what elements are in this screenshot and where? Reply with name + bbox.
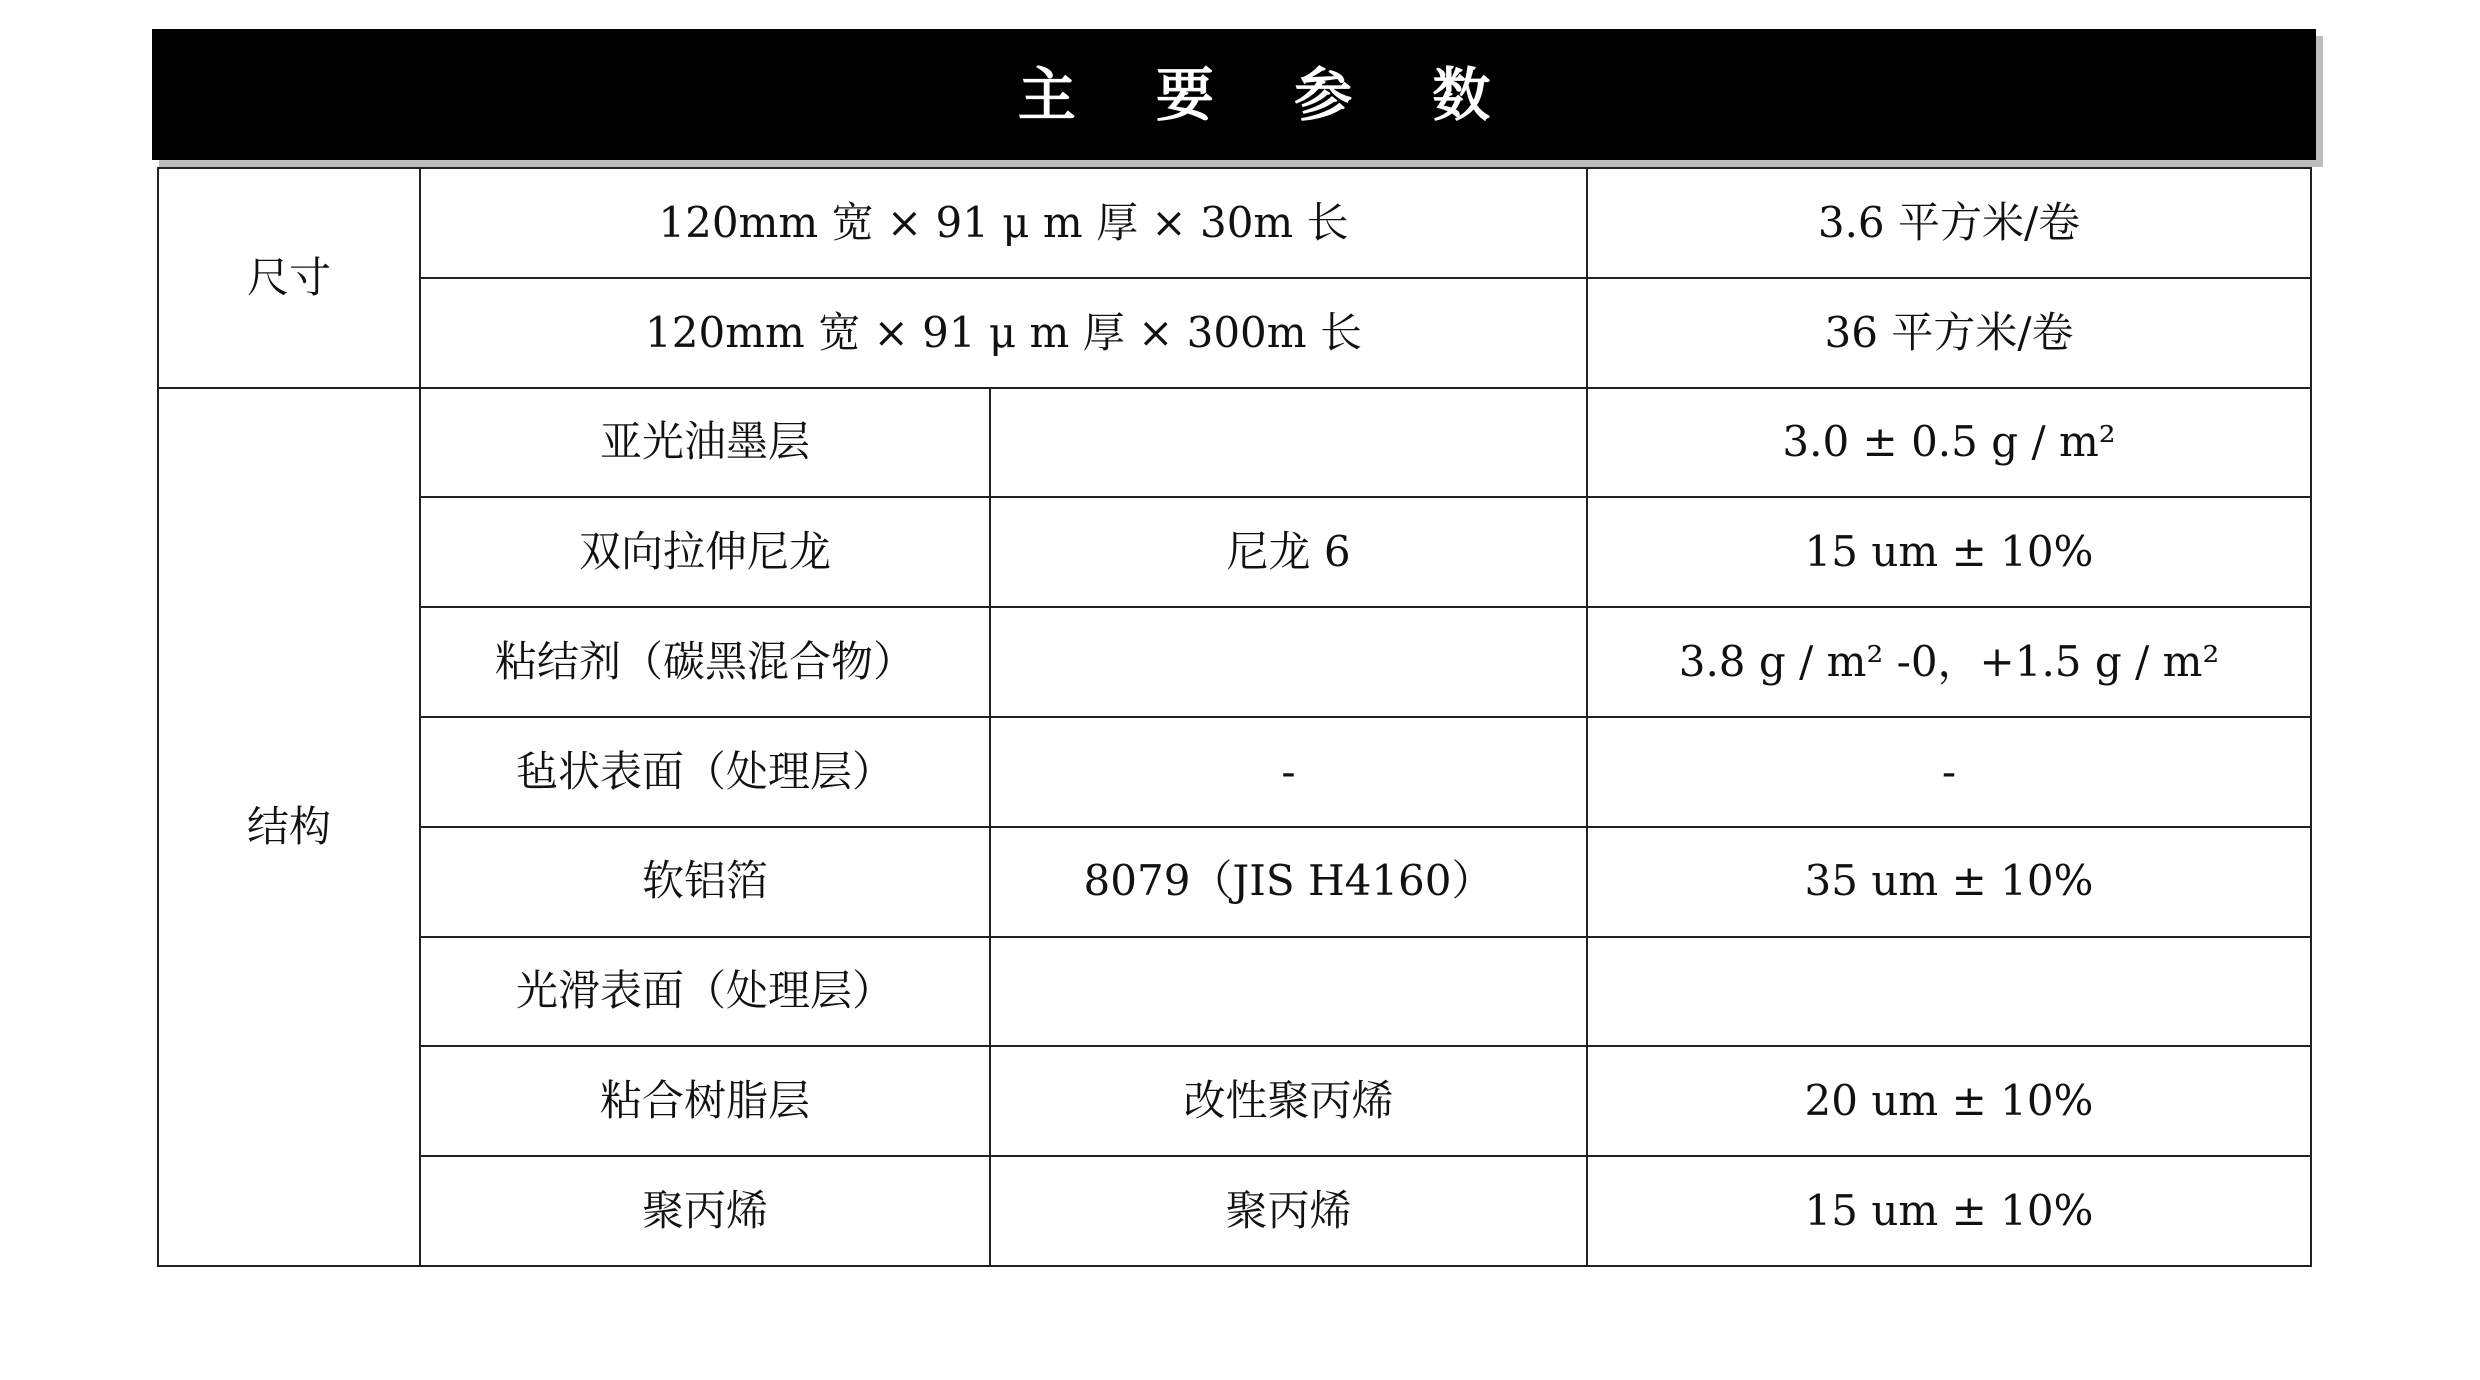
- layer-value-cell: -: [1587, 717, 2311, 827]
- layer-name-cell: 粘合树脂层: [420, 1046, 990, 1156]
- layer-name-cell: 粘结剂（碳黑混合物）: [420, 607, 990, 717]
- layer-value-cell: 20 um ± 10%: [1587, 1046, 2311, 1156]
- layer-material-cell: 聚丙烯: [990, 1156, 1587, 1266]
- layer-name-cell: 毡状表面（处理层）: [420, 717, 990, 827]
- table-row: [158, 497, 2311, 607]
- layer-value-cell: 3.8 g / m² -0，+1.5 g / m²: [1587, 607, 2311, 717]
- layer-value-cell: 35 um ± 10%: [1587, 827, 2311, 937]
- layer-value-cell: 15 um ± 10%: [1587, 1156, 2311, 1266]
- layer-material-cell: [990, 388, 1587, 498]
- layer-material-cell: -: [990, 717, 1587, 827]
- layer-value-cell: 15 um ± 10%: [1587, 497, 2311, 607]
- layer-material-cell: [990, 937, 1587, 1047]
- layer-material-cell: 8079（JIS H4160）: [990, 827, 1587, 937]
- layer-name-cell: 双向拉伸尼龙: [420, 497, 990, 607]
- table-row: [158, 1046, 2311, 1156]
- layer-material-cell: 尼龙 6: [990, 497, 1587, 607]
- size-area-cell: 36 平方米/卷: [1587, 278, 2311, 388]
- table-row: [158, 607, 2311, 717]
- layer-name-cell: 亚光油墨层: [420, 388, 990, 498]
- structure-label: 结构: [158, 388, 420, 1266]
- parameters-table: [157, 167, 2312, 1267]
- table-row: [158, 1156, 2311, 1266]
- layer-material-cell: [990, 607, 1587, 717]
- layer-value-cell: [1587, 937, 2311, 1047]
- layer-name-cell: 光滑表面（处理层）: [420, 937, 990, 1047]
- layer-value-cell: 3.0 ± 0.5 g / m²: [1587, 388, 2311, 498]
- table-row: [158, 388, 2311, 498]
- size-spec-cell: 120mm 宽 × 91 μ m 厚 × 30m 长: [420, 168, 1587, 278]
- page-title: 主 要 参 数: [1017, 60, 1521, 129]
- layer-name-cell: 聚丙烯: [420, 1156, 990, 1266]
- table-row: [158, 827, 2311, 937]
- layer-material-cell: 改性聚丙烯: [990, 1046, 1587, 1156]
- size-area-cell: 3.6 平方米/卷: [1587, 168, 2311, 278]
- size-label: 尺寸: [158, 168, 420, 388]
- table-row: [158, 168, 2311, 278]
- size-spec-cell: 120mm 宽 × 91 μ m 厚 × 300m 长: [420, 278, 1587, 388]
- table-row: [158, 717, 2311, 827]
- table-row: [158, 278, 2311, 388]
- table-row: [158, 937, 2311, 1047]
- title-bar: [152, 29, 2316, 160]
- layer-name-cell: 软铝箔: [420, 827, 990, 937]
